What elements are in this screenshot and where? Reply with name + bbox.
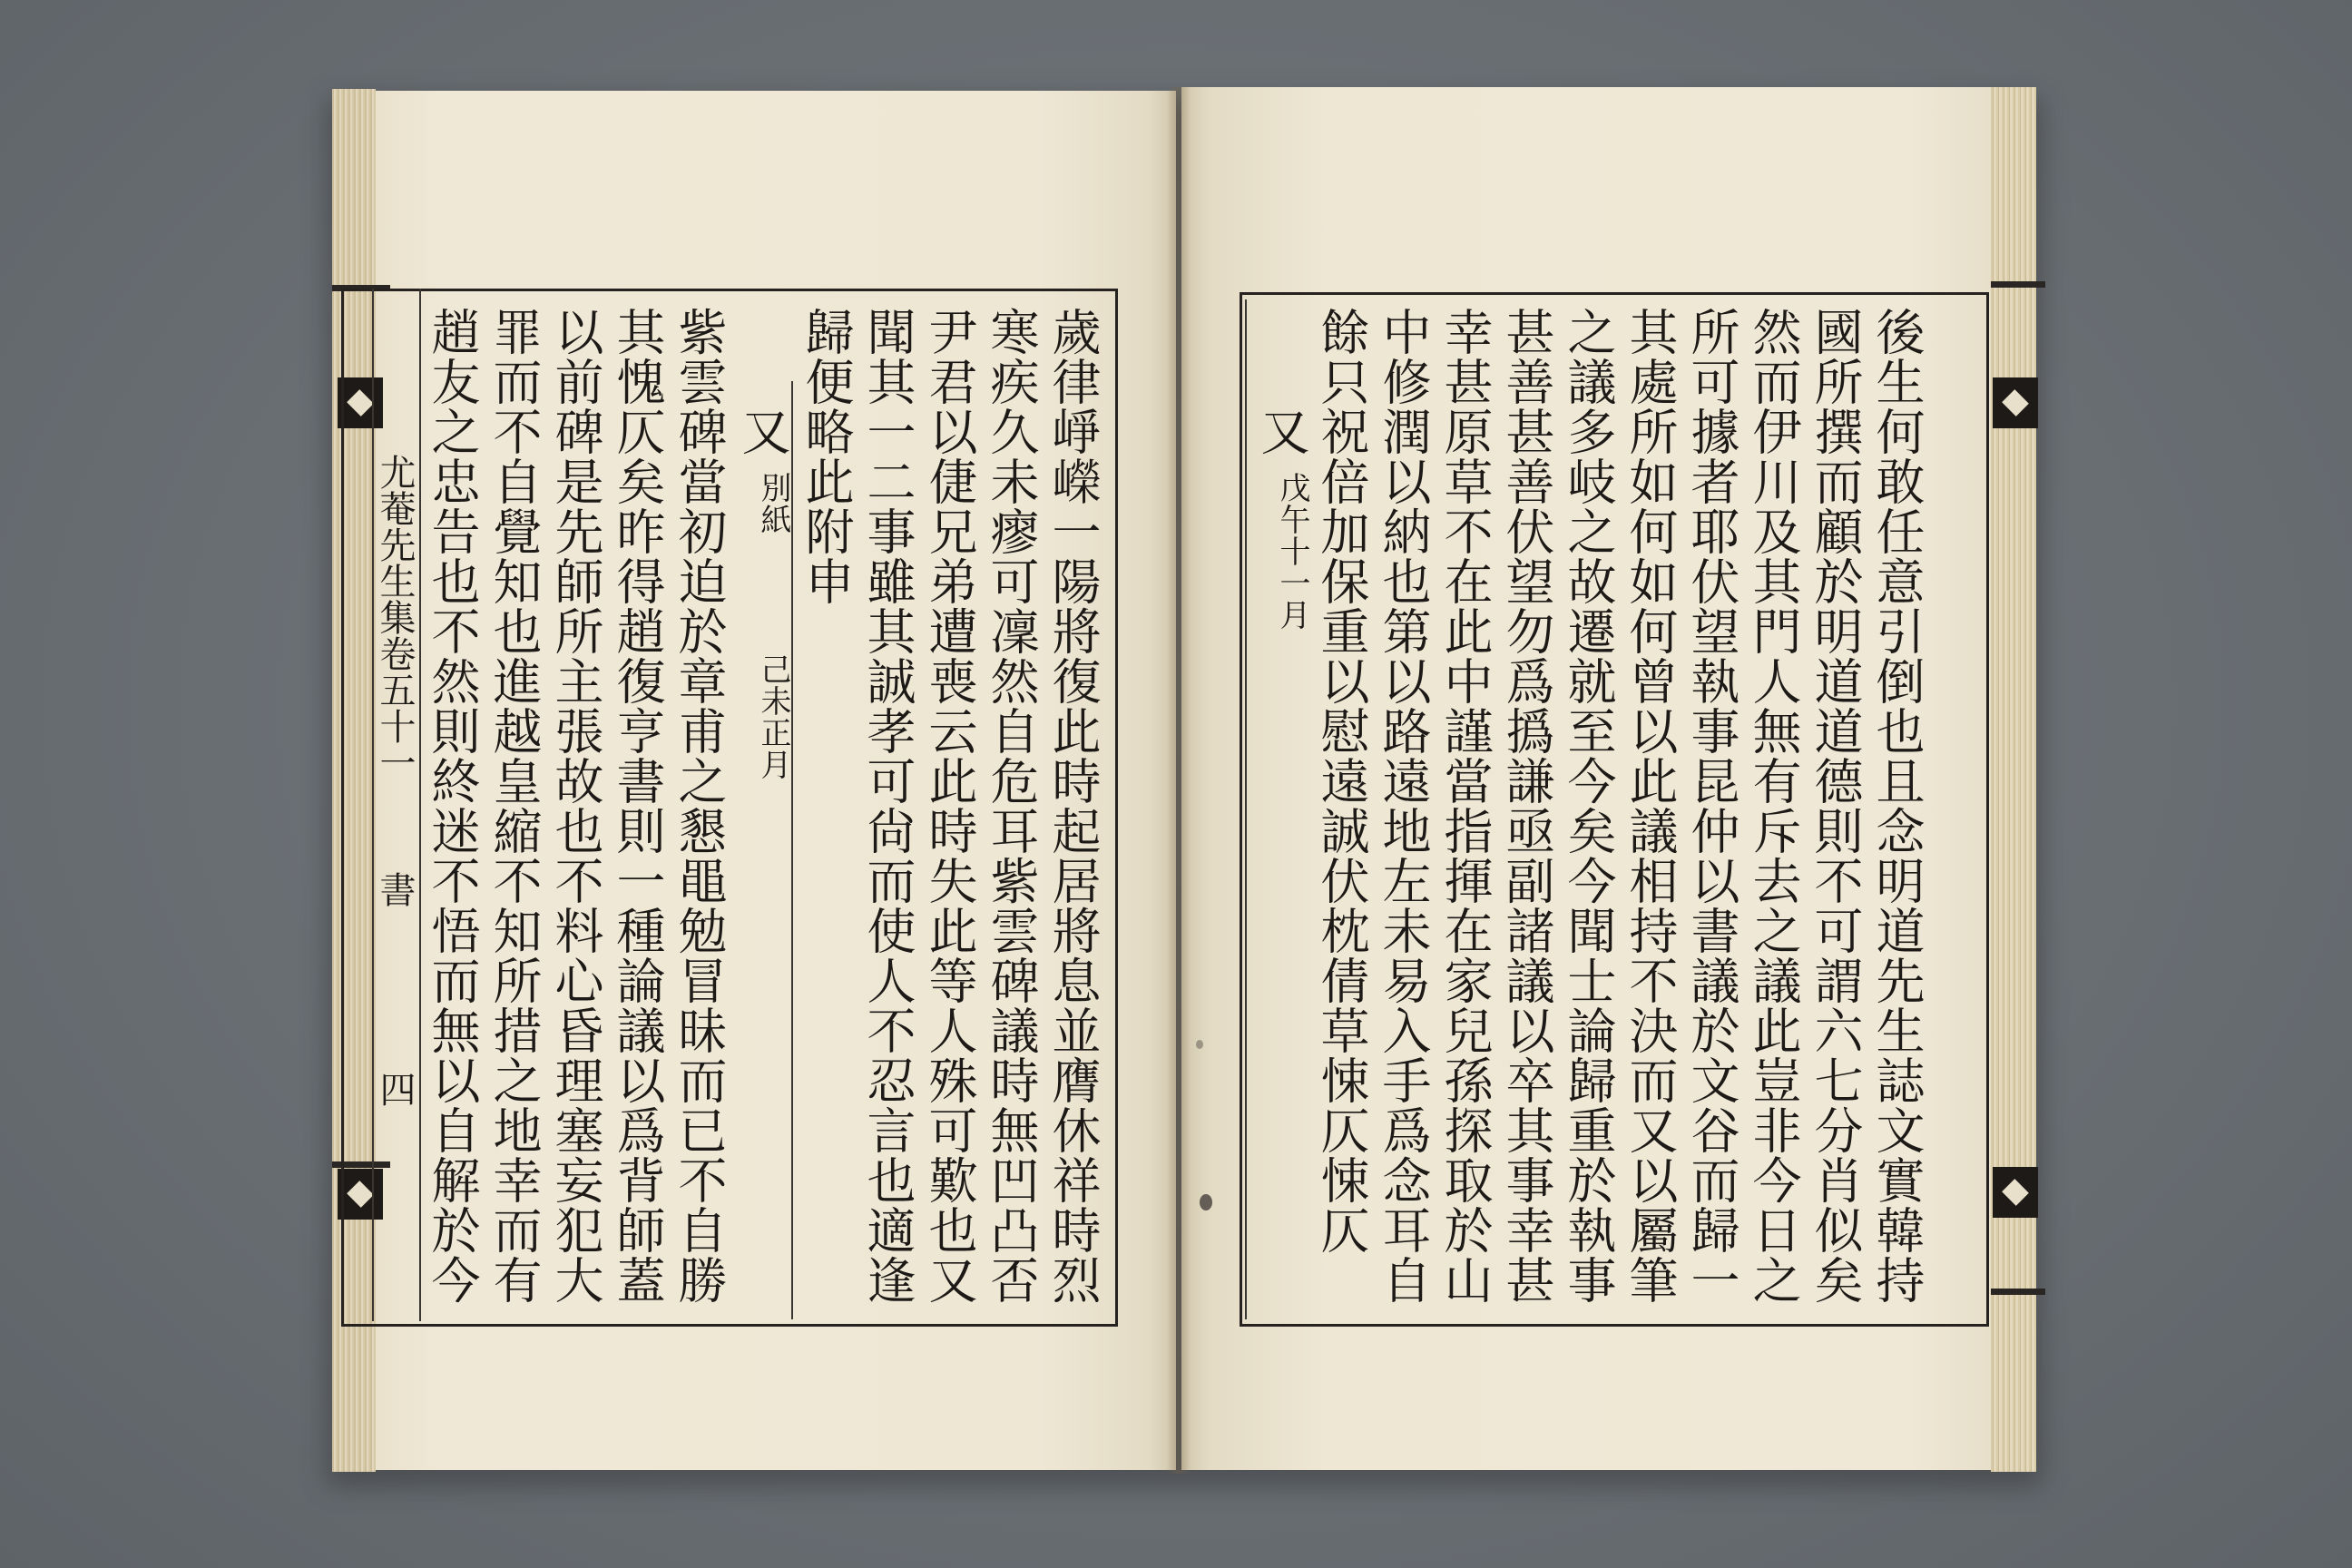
right-column-8: 所可據者耶伏望執事昆仲以書議於文谷而歸一 [1683,307,1740,1305]
ink-stain [1200,1194,1212,1210]
left-column-3: 以前碑是先師所主張故也不料心昏理塞妄犯大 [547,307,604,1305]
right-page-edges [1991,87,2036,1472]
right-date-note: 戊午十一月 [1274,472,1310,631]
left-column-2: 罪而不自覺知也進越皇縮不知所措之地幸而有 [485,307,543,1305]
book-gutter [1167,87,1191,1474]
right-column-5: 甚善甚善伏望勿爲撝謙亟副諸議以卒其事幸甚 [1498,307,1555,1305]
left-column-10: 寒疾久未瘳可凜然自危耳紫雲碑議時無凹凸否 [983,307,1040,1305]
right-column-2: 餘只祝倍加保重以慰遠誠伏枕倩草悚仄悚仄 [1313,307,1370,1255]
right-column-11: 後生何敢任意引倒也且念明道先生誌文實韓持 [1868,307,1926,1305]
left-column-5: 紫雲碑當初迫於章甫之懇黽勉冒昧而已不自勝 [671,307,728,1305]
right-column-rule [1245,299,1247,1319]
left-column-4: 其愧仄矣昨得趙復亨書則一種論議以爲背師蓋 [609,307,666,1305]
ink-stain [1196,1040,1203,1049]
right-column-7: 其處所如何如何曾以此議相持不決而又以屬筆 [1622,307,1679,1305]
page-number: 四 [374,1071,416,1107]
spine-title: 尤菴先生集卷五十一 [374,454,416,780]
right-column-10: 國所撰而顧於明道道德則不可謂六七分肖似矣 [1807,307,1864,1305]
binding-thread-bottom-right [1991,1289,2045,1295]
left-column-1: 趙友之忠告也不然則終迷不悟而無以自解於今 [424,307,481,1305]
left-date-note: 己未正月 [755,653,791,780]
section-label: 書 [374,871,416,907]
left-center-strip [372,289,421,1321]
right-heading-you: 又 [1253,407,1310,456]
left-column-7: 歸便略此附申 [798,307,855,606]
left-column-9: 尹君以倢兄弟遭喪云此時失此等人殊可歎也又 [921,307,978,1305]
right-column-4: 幸甚原草不在此中謹當指揮在家兒孫探取於山 [1436,307,1494,1305]
left-heading-you: 又 [734,407,791,456]
binding-knot-top-right [1993,377,2038,428]
left-column-8: 聞其一二事雖其誠孝可尙而使人不忍言也適逢 [859,307,916,1305]
left-column-11: 歲律崢嶸一陽將復此時起居將息並膺休祥時烈 [1044,307,1102,1305]
right-column-3: 中修潤以納也第以路遠地左未易入手爲念耳自 [1375,307,1432,1305]
binding-thread-top-right [1991,281,2045,288]
right-column-6: 之議多岐之故遷就至今矣今聞士論歸重於執事 [1560,307,1617,1305]
right-column-9: 然而伊川及其門人無有斥去之議此豈非今日之 [1745,307,1802,1305]
binding-knot-bottom-right [1993,1167,2038,1218]
left-heading-note: 別紙 [755,472,791,535]
